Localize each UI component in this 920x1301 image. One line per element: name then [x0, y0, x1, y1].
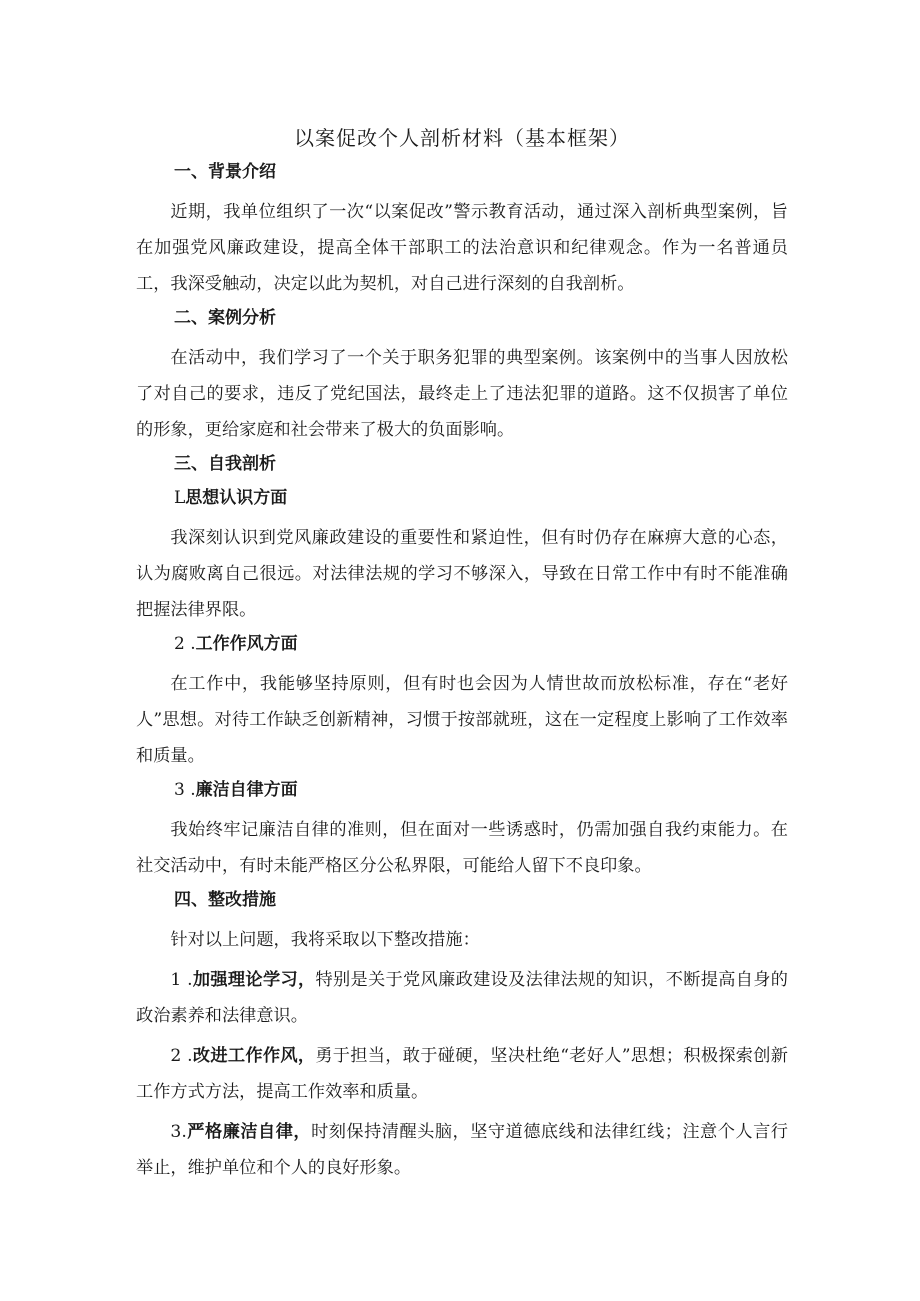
self-subheading-2 [174, 632, 788, 656]
measure-item-2 [136, 1038, 788, 1110]
self-paragraph-2: 在工作中，我能够坚持原则，但有时也会因为人情世故而放松标准，存在“老好人”思想。对待工作缺乏创新精神，习惯于按部就班，这在一定程度上影响了工作效率和质量。 [136, 674, 788, 766]
measure-text: 时刻保持清醒头脑，坚守道德底线和法律红线；注意个人言行举止，维护单位和个人的良好形象。 [136, 1122, 788, 1178]
section-heading-case: 二、案例分析 [174, 308, 276, 328]
background-paragraph: 近期，我单位组织了一次“以案促改”警示教育活动，通过深入剖析典型案例，旨在加强党风廉政建设，提高全体干部职工的法治意识和纪律观念。作为一名普通员工，我深受触动，决定以此为契机，对自己进行深刻的自我剖析。 [136, 202, 788, 294]
subheading-title: 工作作风方面 [195, 634, 298, 654]
self-subheading-3 [174, 778, 788, 802]
section-heading-background: 一、背景介绍 [174, 162, 276, 182]
measures-intro: 针对以上问题，我将采取以下整改措施： [170, 930, 480, 950]
self-paragraph-3: 我始终牢记廉洁自律的准则，但在面对一些诱惑时，仍需加强自我约束能力。在社交活动中，有时未能严格区分公私界限，可能给人留下不良印象。 [136, 820, 788, 876]
self-paragraph-1: 我深刻认识到党风廉政建设的重要性和紧迫性，但有时仍存在麻痹大意的心态，认为腐败离自己很远。对法律法规的学习不够深入，导致在日常工作中有时不能准确把握法律界限。 [136, 528, 788, 620]
self-subheading-1 [174, 486, 788, 510]
subheading-number: L [174, 488, 186, 508]
measure-number: 2 . [170, 1046, 193, 1066]
subheading-title: 廉洁自律方面 [195, 780, 298, 800]
measure-item-1 [136, 962, 788, 1034]
measure-number: 1 . [170, 970, 193, 990]
measure-lead: 改进工作作风， [192, 1046, 316, 1066]
subheading-title: 思想认识方面 [185, 488, 288, 508]
measure-number: 3. [170, 1122, 187, 1142]
section-heading-measures: 四、整改措施 [174, 890, 276, 910]
measure-item-3 [136, 1114, 788, 1186]
subheading-number: 2 . [174, 634, 196, 654]
section-heading-self: 三、自我剖析 [174, 454, 276, 474]
measure-text: 特别是关于党风廉政建设及法律法规的知识，不断提高自身的政治素养和法律意识。 [136, 970, 788, 1026]
measure-lead: 加强理论学习， [192, 970, 316, 990]
subheading-number: 3 . [174, 780, 196, 800]
measure-text: 勇于担当，敢于碰硬，坚决杜绝“老好人”思想；积极探索创新工作方式方法，提高工作效率和质量。 [136, 1046, 788, 1102]
document-title: 以案促改个人剖析材料（基本框架） [294, 126, 630, 150]
case-paragraph: 在活动中，我们学习了一个关于职务犯罪的典型案例。该案例中的当事人因放松了对自己的要求，违反了党纪国法，最终走上了违法犯罪的道路。这不仅损害了单位的形象，更给家庭和社会带来了极大的负面影响。 [136, 348, 788, 440]
measure-lead: 严格廉洁自律， [186, 1122, 312, 1142]
